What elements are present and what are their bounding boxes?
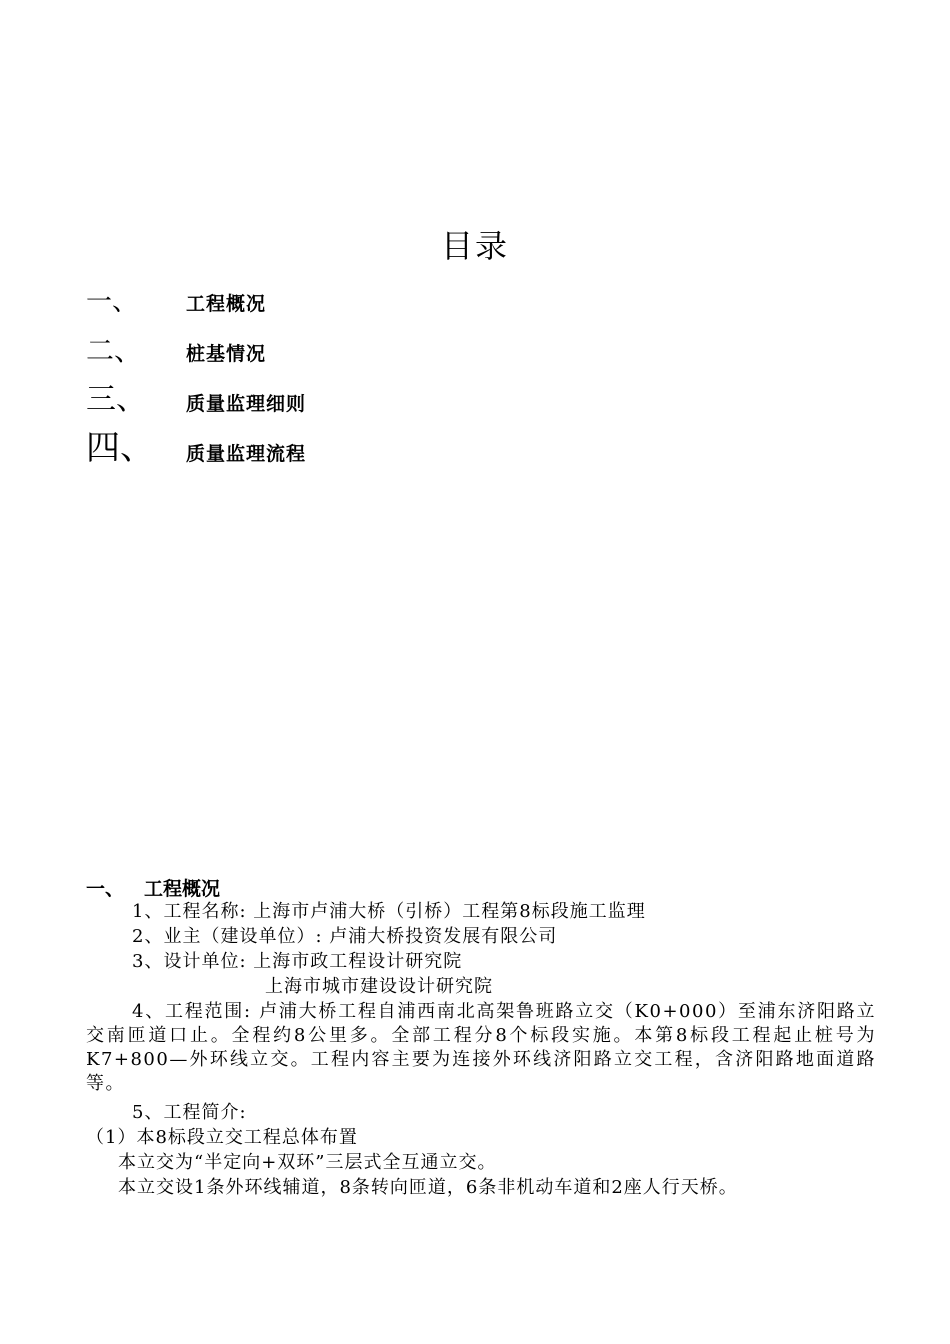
section-title: 工程概况 — [144, 878, 221, 900]
toc-label: 质量监理细则 — [186, 393, 307, 415]
designer-line: 3、设计单位: 上海市政工程设计研究院 — [132, 951, 463, 972]
interchange-type-line: 本立交为“半定向+双环”三层式全互通立交。 — [118, 1152, 497, 1173]
interchange-facilities-line: 本立交设1条外环线辅道，8条转向匝道，6条非机动车道和2座人行天桥。 — [118, 1177, 738, 1198]
toc-label: 质量监理流程 — [186, 443, 307, 465]
toc-title: 目录 — [440, 227, 509, 265]
section-heading — [86, 874, 220, 901]
intro-line: 5、工程简介: — [132, 1102, 247, 1123]
toc-num: 二、 — [86, 334, 143, 367]
project-name-line: 1、工程名称: 上海市卢浦大桥（引桥）工程第8标段施工监理 — [132, 901, 646, 922]
designer-line-2: 上海市城市建设设计研究院 — [265, 976, 493, 997]
section-number: 一、 — [86, 878, 125, 900]
owner-line: 2、业主（建设单位）: 卢浦大桥投资发展有限公司 — [132, 926, 558, 947]
toc-num: 四、 — [86, 428, 154, 468]
layout-heading: （1）本8标段立交工程总体布置 — [86, 1127, 358, 1148]
toc-label: 工程概况 — [186, 293, 267, 315]
scope-paragraph: 4、工程范围: 卢浦大桥工程自浦西南北高架鲁班路立交（K0+000）至浦东济阳路立交南匝道口止。全程约8公里多。全部工程分8个标段实施。本第8标段工程起止桩号为K7+800—外环线立交。工程内容主要为连接外环线济阳路立交工程，含济阳路地面道路等。 — [86, 1001, 876, 1094]
toc-num: 三、 — [86, 382, 146, 417]
toc-label: 桩基情况 — [186, 343, 267, 365]
toc-num: 一、 — [86, 287, 139, 317]
